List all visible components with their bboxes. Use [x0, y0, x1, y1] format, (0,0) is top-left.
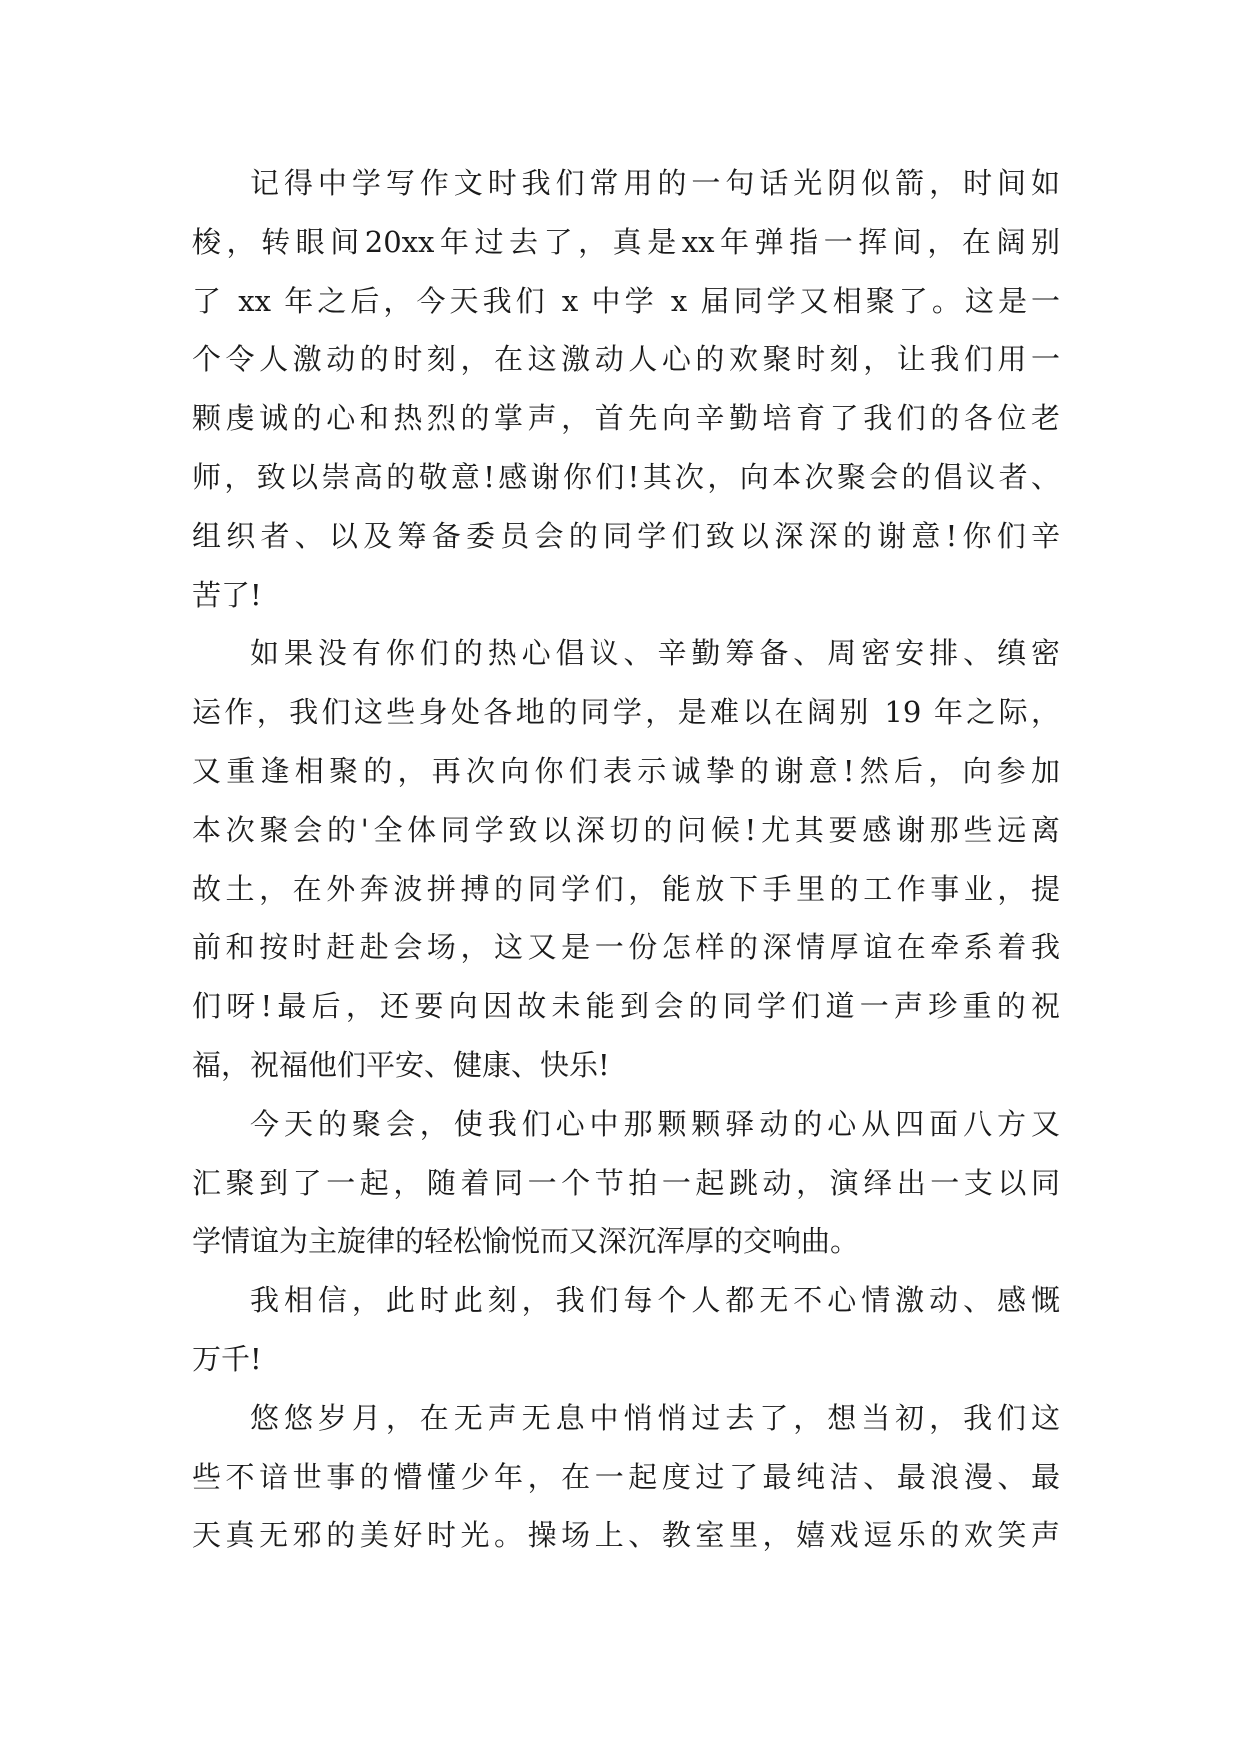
text-line: 个令人激动的时刻，在这激动人心的欢聚时刻，让我们用一: [192, 342, 1060, 377]
text-line: 组织者、以及筹备委员会的同学们致以深深的谢意!你们辛: [192, 518, 1060, 553]
text-line: 运作，我们这些身处各地的同学，是难以在阔别 19 年之际，: [192, 695, 1060, 730]
paragraph-1: [192, 154, 1060, 624]
text-line: 万千!: [192, 1341, 262, 1376]
text-line: 学情谊为主旋律的轻松愉悦而又深沉浑厚的交响曲。: [192, 1224, 860, 1259]
text-line: 梭，转眼间20xx年过去了，真是xx年弹指一挥间，在阔别: [192, 224, 1060, 259]
text-line: 今天的聚会，使我们心中那颗颗驿动的心从四面八方又: [250, 1106, 1060, 1141]
text-line: 福，祝福他们平安、健康、快乐!: [192, 1047, 610, 1082]
paragraph-2: [192, 624, 1060, 1094]
text-line: 又重逢相聚的，再次向你们表示诚挚的谢意!然后，向参加: [192, 753, 1060, 788]
text-line: 些不谙世事的懵懂少年，在一起度过了最纯洁、最浪漫、最: [192, 1459, 1060, 1494]
paragraph-4: [192, 1271, 1060, 1389]
body-text: [192, 154, 1060, 1565]
text-line: 汇聚到了一起，随着同一个节拍一起跳动，演绎出一支以同: [192, 1165, 1060, 1200]
text-line: 记得中学写作文时我们常用的一句话光阴似箭，时间如: [250, 166, 1060, 200]
text-line: 本次聚会的'全体同学致以深切的问候!尤其要感谢那些远离: [192, 812, 1060, 847]
text-line: 悠悠岁月，在无声无息中悄悄过去了，想当初，我们这: [250, 1400, 1060, 1435]
text-line: 我相信，此时此刻，我们每个人都无不心情激动、感慨: [250, 1283, 1060, 1318]
text-line: 了 xx 年之后，今天我们 x 中学 x 届同学又相聚了。这是一: [192, 283, 1060, 318]
text-line: 师，致以崇高的敬意!感谢你们!其次，向本次聚会的倡议者、: [192, 459, 1060, 494]
paragraph-3: [192, 1095, 1060, 1271]
text-line: 如果没有你们的热心倡议、辛勤筹备、周密安排、缜密: [250, 636, 1060, 671]
text-line: 天真无邪的美好时光。操场上、教室里，嬉戏逗乐的欢笑声: [192, 1518, 1060, 1553]
text-line: 故土，在外奔波拼搏的同学们，能放下手里的工作事业，提: [192, 871, 1060, 906]
text-line: 颗虔诚的心和热烈的掌声，首先向辛勤培育了我们的各位老: [192, 401, 1060, 436]
text-line: 们呀!最后，还要向因故未能到会的同学们道一声珍重的祝: [192, 989, 1060, 1024]
paragraph-5: [192, 1389, 1060, 1565]
text-line: 前和按时赶赴会场，这又是一份怎样的深情厚谊在牵系着我: [192, 930, 1060, 965]
text-line: 苦了!: [192, 577, 262, 612]
